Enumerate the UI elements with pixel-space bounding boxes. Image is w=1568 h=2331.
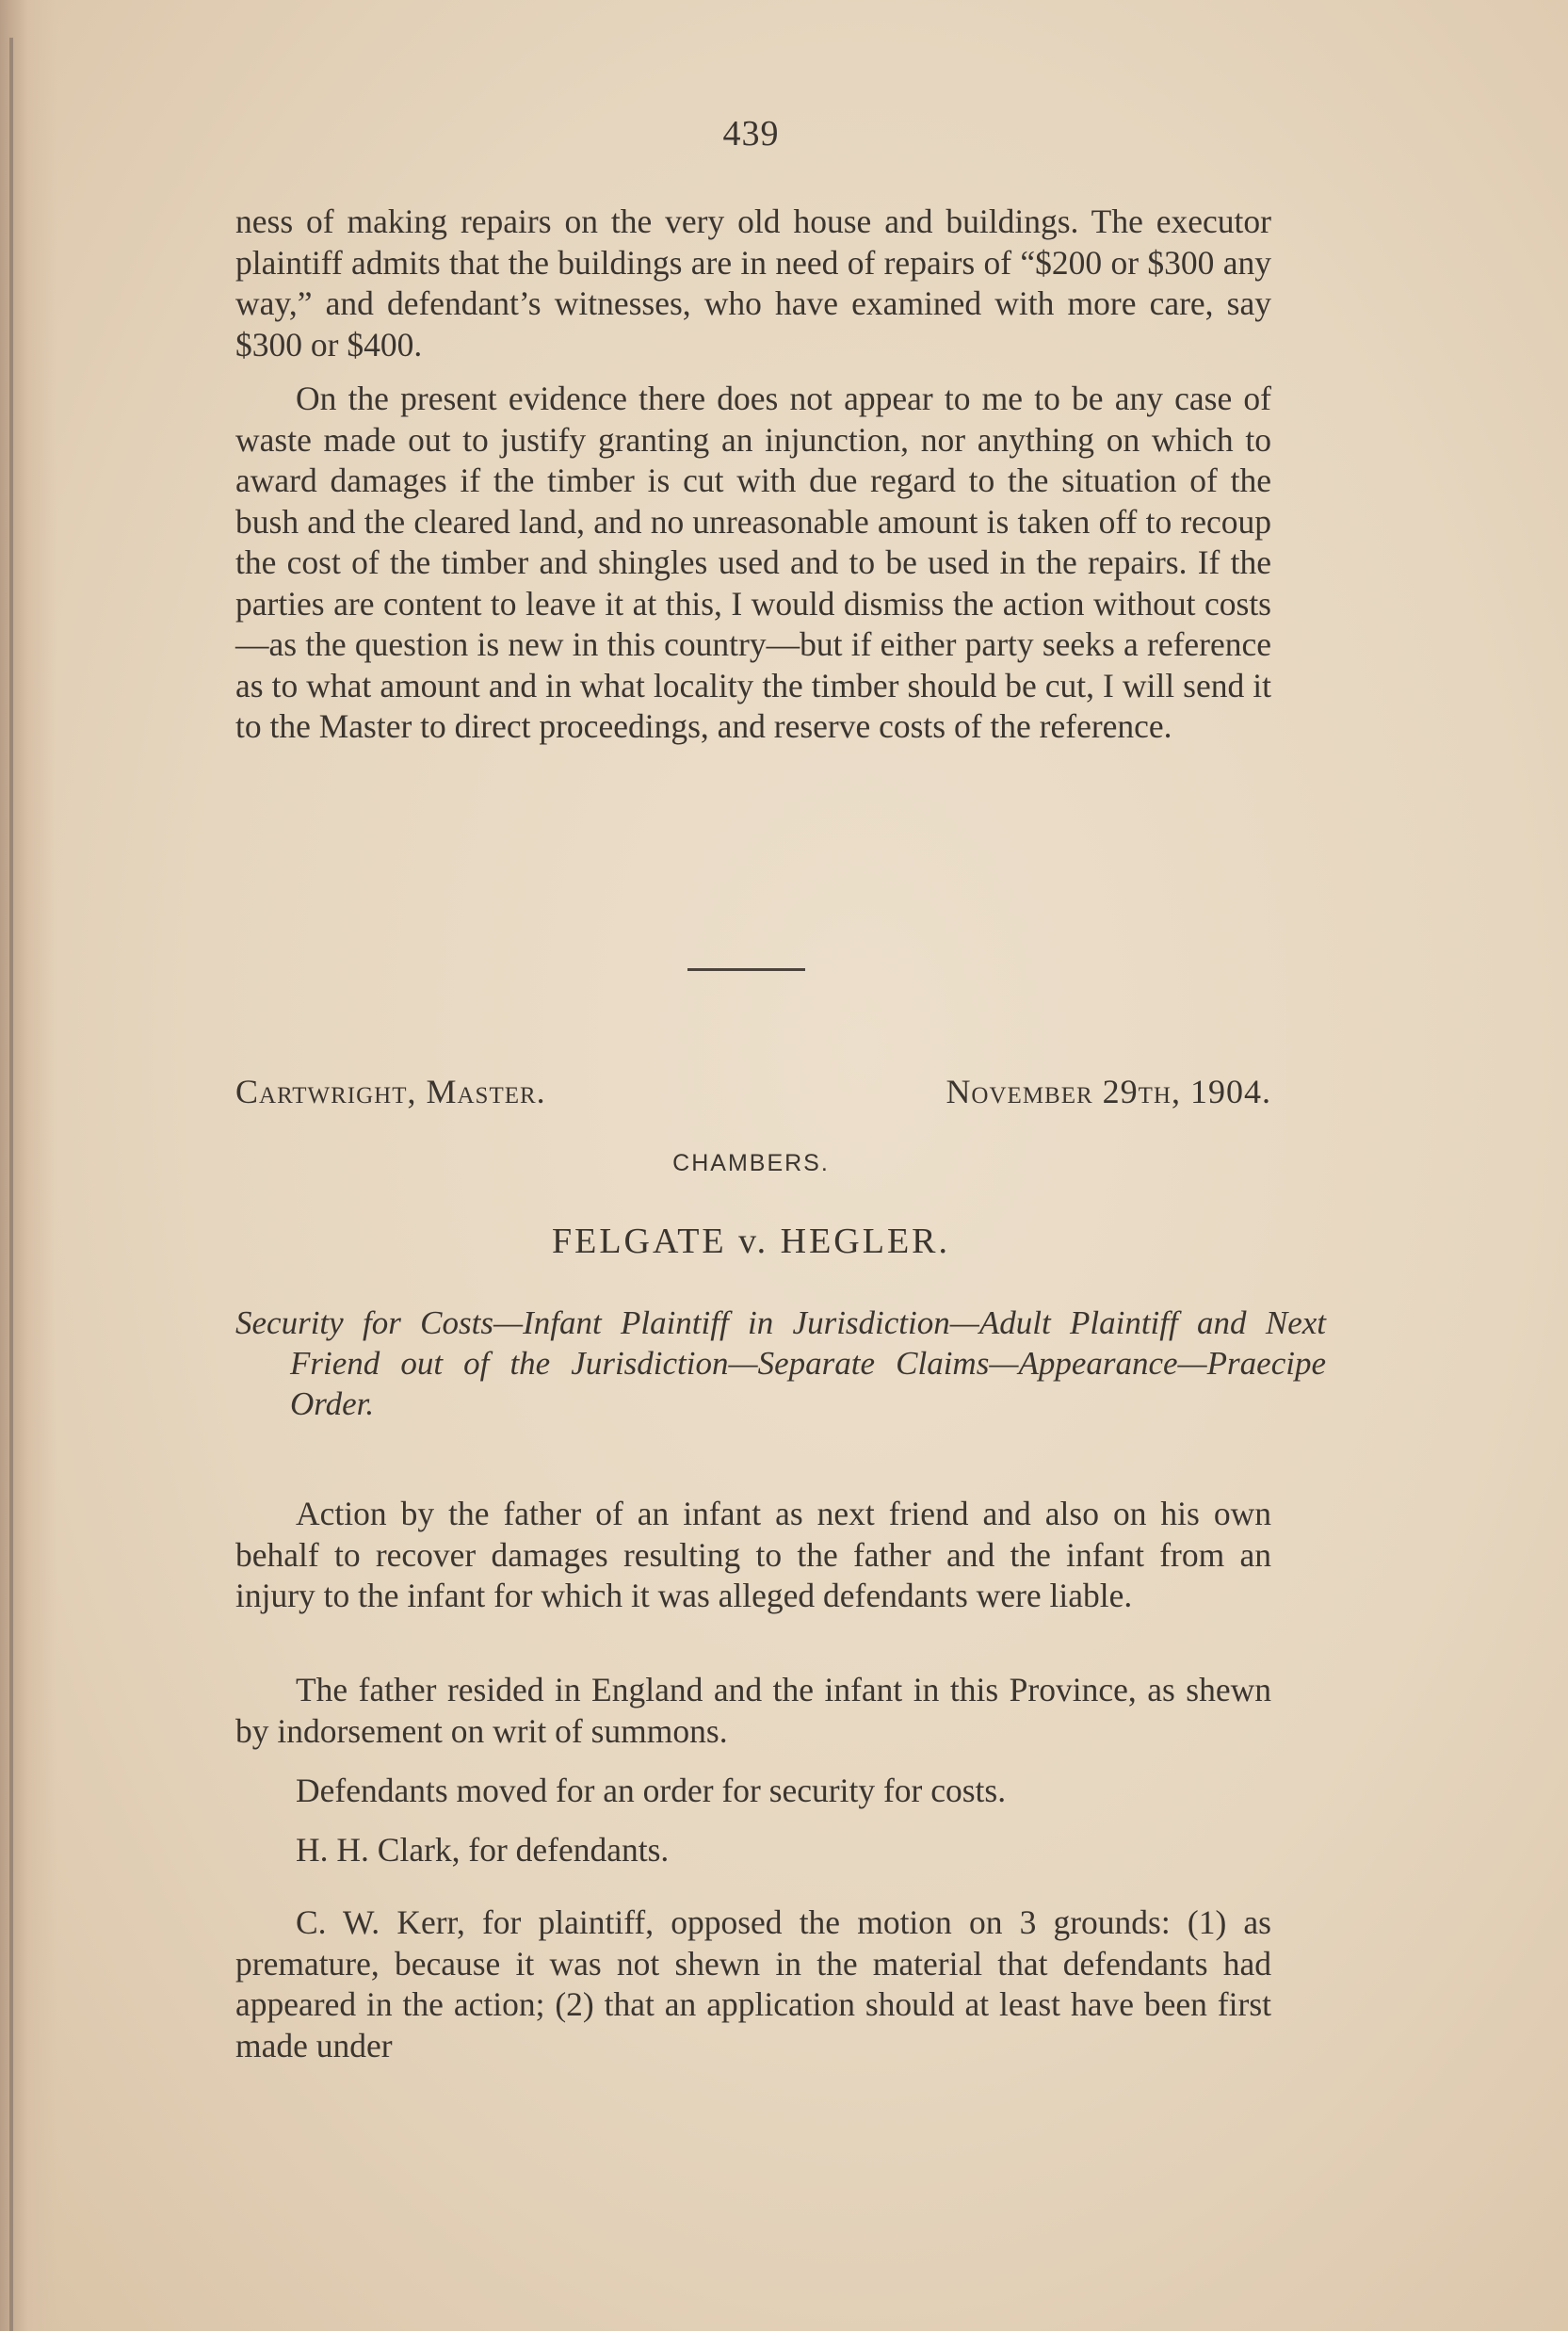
paragraph-counsel-plaintiff — [235, 1902, 1271, 2066]
paragraph-text: On the present evidence there does not appear to me to be any case of waste made out to justify granting an injunction, nor anything on which to award damages if the timber is cut with due regard to the situation of the bush and the cleared land, and no unreasonable amount is taken off to recoup the cost of the timber and shingles used and to be used in the repairs. If the parties are content to leave it at this, I would dismiss the action without costs—as the question is new in this country—but if either party seeks a reference as to what amount and in what locality the timber should be cut, I will send it to the Master to direct proceedings, and reserve costs of the reference. — [235, 380, 1271, 745]
section-divider — [687, 968, 805, 971]
paragraph-text: C. W. Kerr, for plaintiff, opposed the motion on 3 grounds: (1) as premature, because it was not shewn in the material that defendants had appeared in the action; (2) that an application should at least have been first made under — [235, 1903, 1271, 2064]
paragraph-text: Defendants moved for an order for security for costs. — [296, 1772, 1007, 1809]
case-dateline — [235, 1072, 1271, 1111]
paragraph-facts — [235, 1494, 1271, 1617]
case-date: November 29th, 1904. — [946, 1073, 1271, 1110]
paragraph-motion — [235, 1771, 1271, 1812]
paragraph-text: The father resided in England and the infant in this Province, as shewn by indorsement on writ of summons. — [235, 1671, 1271, 1750]
paragraph-text: ness of making repairs on the very old house and buildings. The executor plaintiff admits that the buildings are in need of repairs of “$200 or $300 any way,” and defendant’s witnesses, who have examined with more care, say $300 or $400. — [235, 202, 1271, 364]
paragraph-text: Action by the father of an infant as next friend and also on his own behalf to recover damages resulting to the father and the infant from an injury to the infant for which it was alleged defendants were liable. — [235, 1495, 1271, 1614]
paragraph-judgment — [235, 379, 1271, 748]
judge-name: Cartwright, Master. — [235, 1073, 546, 1110]
paragraph-continuation — [235, 202, 1271, 365]
court-name: CHAMBERS. — [672, 1150, 830, 1176]
binding-edge — [9, 38, 13, 2331]
paragraph-residence — [235, 1670, 1271, 1752]
case-headnote: Security for Costs—Infant Plaintiff in Jurisdiction—Adult Plaintiff and Next Friend out of the Jurisdiction—Separate Claims—Appearance—Praecipe Order. — [235, 1304, 1326, 1422]
paragraph-text: H. H. Clark, for defendants. — [296, 1831, 670, 1869]
case-title: FELGATE v. HEGLER. — [551, 1222, 951, 1261]
paragraph-counsel-defendants — [235, 1830, 1271, 1871]
page-number: 439 — [722, 114, 780, 154]
